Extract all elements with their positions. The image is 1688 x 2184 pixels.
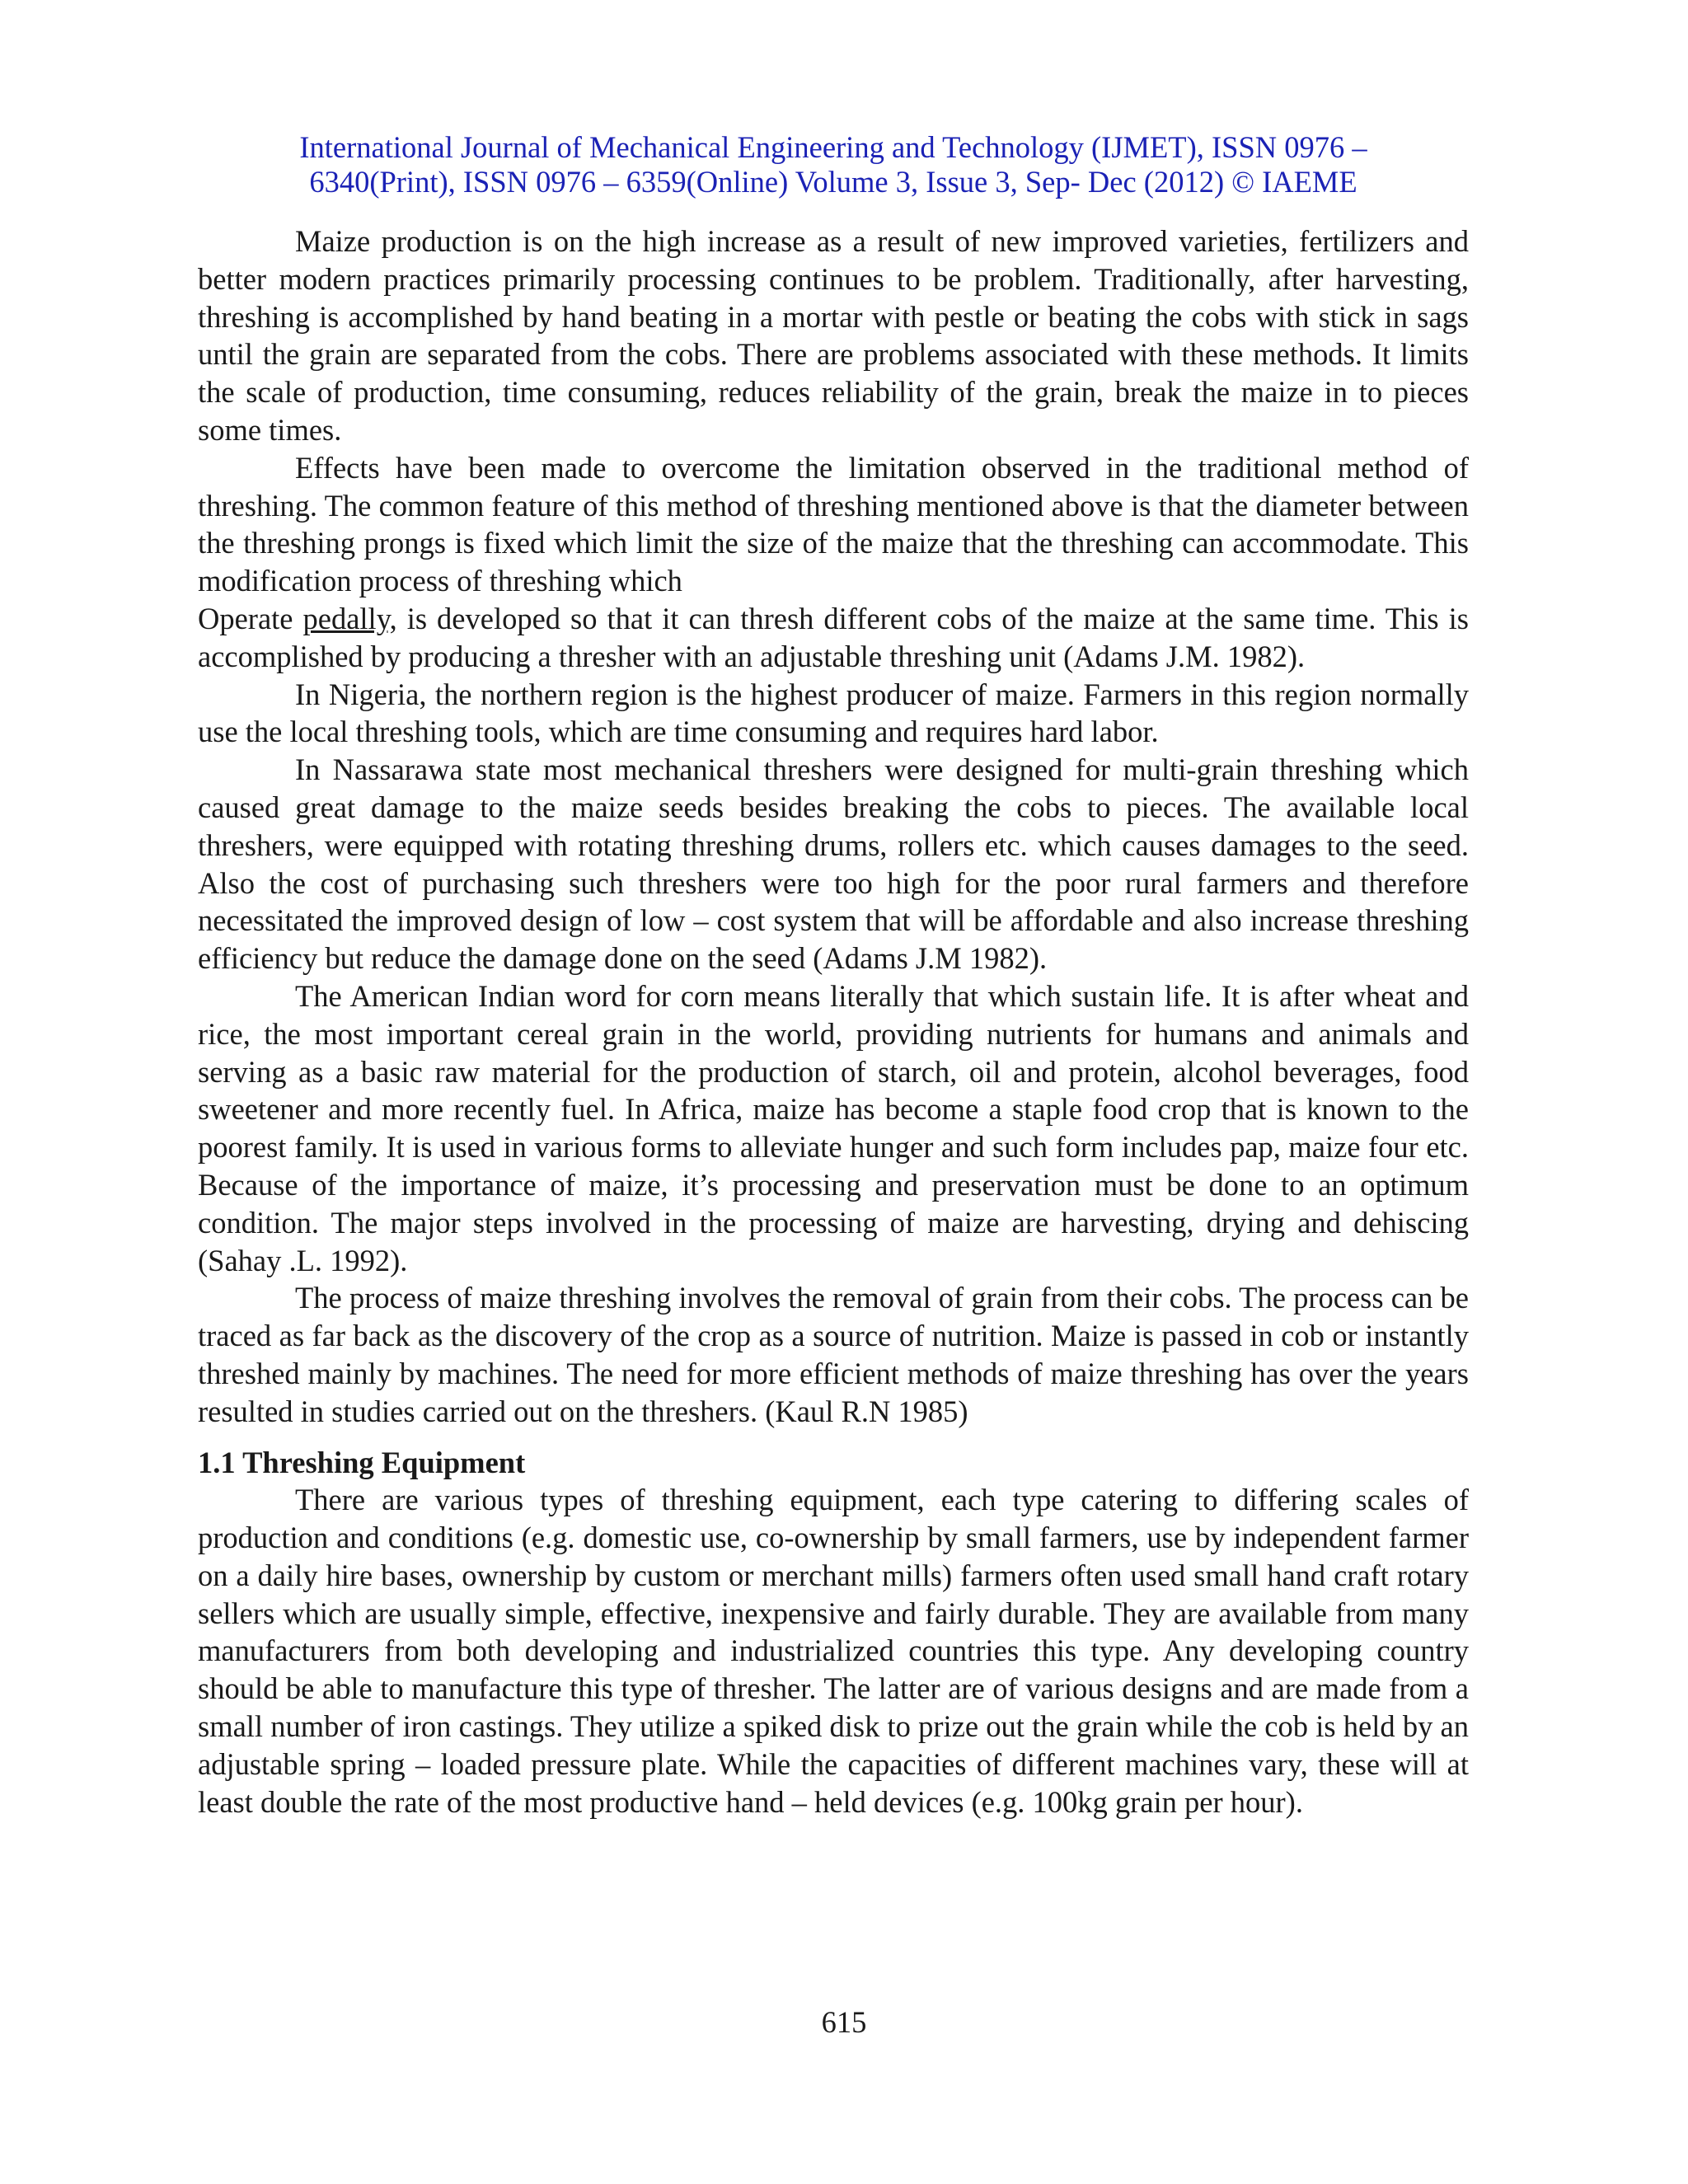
paragraph-7: The process of maize threshing involves the removal of grain from their cobs. The process can be traced as far back as the discovery of the crop as a source of nutrition. Maize is passed in cob or instantly threshed mainly by machines. The need for more efficient methods of maize threshing has over the years resulted in studies carried out on the threshers. (Kaul R.N 1985) (198, 1281, 1469, 1428)
journal-header-line-2: 6340(Print), ISSN 0976 – 6359(Online) Volume 3, Issue 3, Sep- Dec (2012) © IAEME (309, 165, 1357, 199)
paragraph-4: In Nigeria, the northern region is the highest producer of maize. Farmers in this region normally use the local threshing tools, which are time consuming and requires hard labor. (198, 677, 1469, 749)
page-content (198, 130, 1469, 1821)
paragraph-3-start: Operate (198, 601, 303, 635)
paragraph-5: In Nassarawa state most mechanical threshers were designed for multi-grain threshing which caused great damage to the maize seeds besides breaking the cobs to pieces. The available local threshers, were equipped with rotating threshing drums, rollers etc. which causes damages to the seed. Also the cost of purchasing such threshers were too high for the poor rural farmers and therefore necessitated the improved design of low – cost system that will be affordable and also increase threshing efficiency but reduce the damage done on the seed (Adams J.M 1982). (198, 752, 1469, 976)
journal-header-line-1: International Journal of Mechanical Engineering and Technology (IJMET), ISSN 0976 – (299, 130, 1367, 164)
page-number: 615 (821, 2005, 867, 2039)
paragraph-8: There are various types of threshing equipment, each type catering to differing scales of production and conditions (e.g. domestic use, co-ownership by small farmers, use by independent farmer on a daily hire bases, ownership by custom or merchant mills) farmers often used small hand craft rotary sellers which are usually simple, effective, inexpensive and fairly durable. They are available from many manufacturers from both developing and industrialized countries this type. Any developing country should be able to manufacture this type of thresher. The latter are of various designs and are made from a small number of iron castings. They utilize a spiked disk to prize out the grain while the cob is held by an adjustable spring – loaded pressure plate. While the capacities of different machines vary, these will at least double the rate of the most productive hand – held devices (e.g. 100kg grain per hour). (198, 1483, 1469, 1819)
journal-header (198, 130, 1469, 199)
section-heading: 1.1 Threshing Equipment (198, 1445, 526, 1479)
paragraph-6: The American Indian word for corn means literally that which sustain life. It is after wheat and rice, the most important cereal grain in the world, providing nutrients for humans and animals and serving as a basic raw material for the production of starch, oil and protein, alcohol beverages, food sweetener and more recently fuel. In Africa, maize has become a staple food crop that is known to the poorest family. It is used in various forms to alleviate hunger and such form includes pap, maize four etc. Because of the importance of maize, it’s processing and preservation must be done to an optimum condition. The major steps involved in the processing of maize are harvesting, drying and dehiscing (Sahay .L. 1992). (198, 978, 1469, 1277)
paragraph-3 (198, 600, 1469, 676)
paragraph-1: Maize production is on the high increase as a result of new improved varieties, fertilizers and better modern practices primarily processing continues to be problem. Traditionally, after harvesting, threshing is accomplished by hand beating in a mortar with pestle or beating the cobs with stick in sags until the grain are separated from the cobs. There are problems associated with these methods. It limits the scale of production, time consuming, reduces reliability of the grain, break the maize in to pieces some times. (198, 224, 1469, 447)
paragraph-2: Effects have been made to overcome the limitation observed in the traditional method of threshing. The common feature of this method of threshing mentioned above is that the diameter between the threshing prongs is fixed which limit the size of the maize that the threshing can accommodate. This modification process of threshing which (198, 450, 1469, 598)
underlined-word: pedally, (302, 601, 397, 635)
paragraph-3-end: is developed so that it can thresh different cobs of the maize at the same time. This is accomplished by producing a thresher with an adjustable threshing unit (Adams J.M. 1982). (198, 601, 1469, 673)
